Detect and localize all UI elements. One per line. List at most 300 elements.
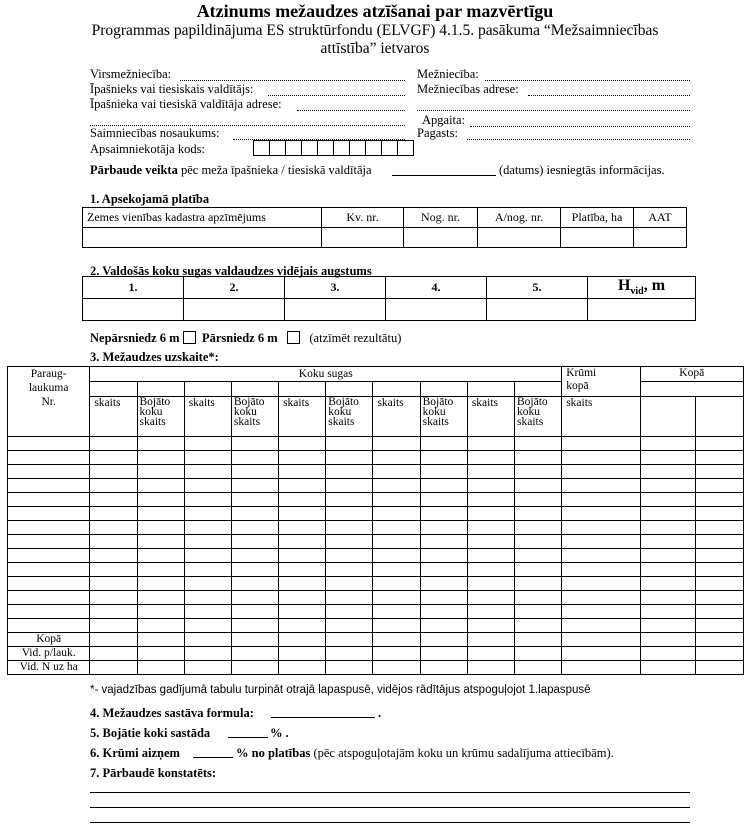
table-cell[interactable] [467, 577, 514, 591]
table-cell[interactable] [279, 507, 326, 521]
table-cell[interactable] [8, 465, 90, 479]
table-cell[interactable] [420, 619, 467, 633]
table-cell[interactable] [634, 228, 687, 248]
table-cell[interactable] [515, 535, 562, 549]
table-cell[interactable] [279, 451, 326, 465]
table-cell[interactable] [373, 577, 420, 591]
table-cell[interactable] [562, 577, 640, 591]
table-cell[interactable] [90, 507, 137, 521]
table-cell[interactable] [184, 563, 231, 577]
section-3-title: 3. Mežaudzes uzskaite*: [90, 350, 219, 364]
table-cell[interactable] [515, 577, 562, 591]
table-cell[interactable] [137, 451, 184, 465]
table-cell[interactable] [90, 661, 137, 675]
table-cell[interactable] [420, 563, 467, 577]
table-cell[interactable] [137, 647, 184, 661]
table-cell[interactable] [373, 661, 420, 675]
table-cell[interactable] [562, 591, 640, 605]
table-cell[interactable] [231, 535, 278, 549]
table-cell[interactable] [90, 633, 137, 647]
table-cell[interactable] [420, 577, 467, 591]
table-cell[interactable] [231, 605, 278, 619]
table-cell[interactable] [8, 521, 90, 535]
table-cell[interactable] [90, 535, 137, 549]
table-cell[interactable] [467, 479, 514, 493]
table-cell[interactable] [467, 493, 514, 507]
code-box[interactable] [349, 140, 366, 156]
table-cell[interactable] [420, 661, 467, 675]
table-cell[interactable] [588, 299, 696, 321]
table-cell[interactable] [326, 661, 373, 675]
footer-row-label: Vid. N uz ha [8, 661, 90, 675]
table-cell[interactable] [640, 577, 695, 591]
table-cell[interactable] [373, 605, 420, 619]
table-cell[interactable] [326, 647, 373, 661]
table-cell[interactable] [515, 521, 562, 535]
table-cell[interactable] [184, 465, 231, 479]
height-check-note: (atzīmēt rezultātu) [309, 331, 402, 345]
table-cell[interactable] [386, 299, 487, 321]
table-cell[interactable] [515, 507, 562, 521]
table-cell[interactable] [231, 647, 278, 661]
table-cell[interactable] [184, 479, 231, 493]
table-cell[interactable] [90, 479, 137, 493]
table-cell[interactable] [137, 619, 184, 633]
table-cell[interactable] [279, 493, 326, 507]
table-cell[interactable] [279, 563, 326, 577]
table-cell[interactable] [640, 451, 695, 465]
table-cell[interactable] [640, 605, 695, 619]
table-cell[interactable] [326, 507, 373, 521]
table-cell[interactable] [467, 437, 514, 451]
table-cell[interactable] [640, 563, 695, 577]
table-cell[interactable] [279, 535, 326, 549]
table-cell[interactable] [137, 591, 184, 605]
table-cell[interactable] [467, 563, 514, 577]
table-cell[interactable] [515, 493, 562, 507]
table-cell[interactable] [137, 437, 184, 451]
table-cell[interactable] [90, 591, 137, 605]
table-cell[interactable] [184, 437, 231, 451]
code-box[interactable] [397, 140, 414, 156]
table-cell[interactable] [231, 507, 278, 521]
table-cell[interactable] [373, 507, 420, 521]
table-cell[interactable] [420, 451, 467, 465]
col-anog-nr: A/nog. nr. [478, 208, 561, 228]
table-cell[interactable] [695, 535, 743, 549]
count-header: skaits [373, 397, 420, 437]
table-cell[interactable] [184, 591, 231, 605]
table-cell[interactable] [184, 647, 231, 661]
table-cell[interactable] [326, 451, 373, 465]
table-cell[interactable] [640, 507, 695, 521]
label-virsmezniecība: Virsmežniecība: [90, 67, 172, 81]
mezniecibas-adrese-field-2[interactable] [417, 99, 690, 111]
table-cell[interactable] [279, 437, 326, 451]
table-cell[interactable] [231, 633, 278, 647]
table-cell[interactable] [8, 437, 90, 451]
table-cell[interactable] [137, 633, 184, 647]
table-cell[interactable] [184, 619, 231, 633]
code-box[interactable] [301, 140, 318, 156]
table-cell[interactable] [137, 521, 184, 535]
table-cell[interactable] [695, 591, 743, 605]
table-cell[interactable] [8, 479, 90, 493]
pagasts-field[interactable] [467, 128, 690, 140]
table-cell[interactable] [231, 591, 278, 605]
table-cell[interactable] [515, 479, 562, 493]
table-cell[interactable] [326, 591, 373, 605]
table-cell[interactable] [231, 563, 278, 577]
table-cell[interactable] [695, 563, 743, 577]
table-cell[interactable] [373, 535, 420, 549]
table-cell[interactable] [695, 647, 743, 661]
table-cell[interactable] [561, 228, 634, 248]
code-box[interactable] [381, 140, 398, 156]
table-cell[interactable] [515, 661, 562, 675]
table-cell[interactable] [231, 661, 278, 675]
table-cell[interactable] [515, 437, 562, 451]
table-cell[interactable] [515, 591, 562, 605]
table-cell[interactable] [326, 633, 373, 647]
table-cell[interactable] [279, 521, 326, 535]
table-cell[interactable] [562, 619, 640, 633]
table-cell[interactable] [184, 299, 285, 321]
table-cell[interactable] [515, 633, 562, 647]
table-cell[interactable] [467, 451, 514, 465]
ipasnieka-adrese-field[interactable] [297, 99, 405, 111]
ipasnieks-field[interactable] [268, 84, 405, 96]
table-cell[interactable] [562, 521, 640, 535]
table-cell[interactable] [8, 563, 90, 577]
table-cell[interactable] [8, 549, 90, 563]
table-cell[interactable] [373, 633, 420, 647]
table-cell[interactable] [326, 535, 373, 549]
table-cell[interactable] [90, 647, 137, 661]
table-cell[interactable] [326, 549, 373, 563]
table-cell[interactable] [231, 493, 278, 507]
table-cell[interactable] [373, 493, 420, 507]
table-cell[interactable] [322, 228, 404, 248]
table-cell[interactable] [90, 619, 137, 633]
plot-header: Paraug- laukuma Nr. [8, 367, 90, 437]
code-box[interactable] [285, 140, 302, 156]
pars-checkbox[interactable] [287, 331, 300, 344]
stand-table [7, 366, 744, 675]
table-cell[interactable] [640, 549, 695, 563]
table-cell[interactable] [184, 577, 231, 591]
height-col-4: 4. [386, 277, 487, 299]
mezniecibas-adrese-field[interactable] [528, 84, 690, 96]
damaged-field[interactable] [228, 737, 268, 738]
table-cell[interactable] [640, 437, 695, 451]
table-cell[interactable] [90, 437, 137, 451]
table-cell[interactable] [184, 493, 231, 507]
table-cell[interactable] [231, 521, 278, 535]
table-cell[interactable] [640, 493, 695, 507]
shrubs-field[interactable] [193, 757, 233, 758]
table-cell[interactable] [562, 549, 640, 563]
table-cell[interactable] [562, 493, 640, 507]
table-cell[interactable] [420, 591, 467, 605]
table-cell[interactable] [231, 437, 278, 451]
table-cell[interactable] [515, 619, 562, 633]
subtitle-line-2: attīstība” ietvaros [320, 40, 430, 57]
table-cell[interactable] [695, 549, 743, 563]
table-cell[interactable] [695, 633, 743, 647]
table-cell[interactable] [137, 563, 184, 577]
table-cell[interactable] [231, 451, 278, 465]
table-cell[interactable] [184, 661, 231, 675]
table-cell[interactable] [279, 465, 326, 479]
date-field[interactable] [392, 175, 496, 176]
table-cell[interactable] [184, 605, 231, 619]
table-cell[interactable] [326, 479, 373, 493]
table-cell[interactable] [279, 591, 326, 605]
item-6-rest-text: (pēc atspoguļotajām koku un krūmu sadalījuma attiecībām). [310, 746, 614, 760]
table-cell[interactable] [467, 661, 514, 675]
ipasnieka-adrese-field-2[interactable] [90, 114, 405, 126]
table-cell[interactable] [562, 647, 640, 661]
table-cell[interactable] [515, 605, 562, 619]
table-cell[interactable] [90, 577, 137, 591]
table-cell[interactable] [8, 493, 90, 507]
table-cell[interactable] [231, 549, 278, 563]
table-cell[interactable] [184, 535, 231, 549]
table-cell[interactable] [420, 437, 467, 451]
mezniecība-field[interactable] [485, 69, 690, 81]
table-cell[interactable] [420, 647, 467, 661]
table-cell[interactable] [285, 299, 386, 321]
table-cell[interactable] [640, 591, 695, 605]
table-cell[interactable] [8, 605, 90, 619]
table-cell[interactable] [515, 451, 562, 465]
table-cell[interactable] [467, 521, 514, 535]
table-cell[interactable] [467, 465, 514, 479]
table-cell[interactable] [326, 563, 373, 577]
table-cell[interactable] [231, 479, 278, 493]
findings-line[interactable] [90, 822, 690, 823]
table-cell[interactable] [231, 465, 278, 479]
table-cell[interactable] [137, 479, 184, 493]
table-cell[interactable] [420, 493, 467, 507]
table-cell[interactable] [420, 507, 467, 521]
item-6-rest [236, 746, 614, 761]
table-cell[interactable] [640, 661, 695, 675]
table-cell[interactable] [137, 549, 184, 563]
table-cell[interactable] [420, 521, 467, 535]
table-cell[interactable] [695, 605, 743, 619]
table-cell[interactable] [695, 577, 743, 591]
table-cell[interactable] [640, 479, 695, 493]
table-cell[interactable] [8, 577, 90, 591]
table-cell[interactable] [90, 549, 137, 563]
table-cell[interactable] [90, 563, 137, 577]
apgaita-field[interactable] [470, 115, 690, 127]
table-cell[interactable] [695, 451, 743, 465]
nepars-checkbox[interactable] [183, 331, 196, 344]
table-cell[interactable] [467, 647, 514, 661]
table-cell[interactable] [373, 521, 420, 535]
table-cell[interactable] [562, 479, 640, 493]
table-cell[interactable] [467, 633, 514, 647]
table-cell[interactable] [373, 647, 420, 661]
table-cell[interactable] [515, 549, 562, 563]
table-cell[interactable] [90, 493, 137, 507]
table-cell[interactable] [90, 451, 137, 465]
table-cell[interactable] [373, 563, 420, 577]
table-cell[interactable] [137, 493, 184, 507]
table-cell[interactable] [326, 437, 373, 451]
formula-field[interactable] [271, 717, 375, 718]
table-cell[interactable] [695, 619, 743, 633]
saimniecibas-nosaukums-field[interactable] [233, 128, 405, 140]
table-cell[interactable] [640, 535, 695, 549]
item-5-end: % . [270, 726, 289, 740]
table-cell[interactable] [373, 549, 420, 563]
table-cell[interactable] [90, 521, 137, 535]
table-cell[interactable] [695, 493, 743, 507]
table-cell[interactable] [279, 577, 326, 591]
table-cell[interactable] [90, 465, 137, 479]
table-cell[interactable] [326, 605, 373, 619]
label-mezniecibas-adrese: Mežniecības adrese: [417, 82, 519, 96]
table-cell[interactable] [373, 591, 420, 605]
table-cell[interactable] [373, 437, 420, 451]
table-cell[interactable] [279, 633, 326, 647]
table-cell[interactable] [562, 605, 640, 619]
table-cell[interactable] [279, 479, 326, 493]
table-cell[interactable] [373, 619, 420, 633]
table-cell[interactable] [420, 633, 467, 647]
table-cell[interactable] [487, 299, 588, 321]
table-cell[interactable] [640, 647, 695, 661]
table-cell[interactable] [695, 507, 743, 521]
footer-row-label: Kopā [8, 633, 90, 647]
table-cell[interactable] [137, 661, 184, 675]
table-cell[interactable] [184, 451, 231, 465]
table-cell[interactable] [467, 535, 514, 549]
table-cell[interactable] [231, 577, 278, 591]
parbaude-bold: Pārbaude veikta [90, 163, 178, 177]
table-cell[interactable] [562, 633, 640, 647]
table-cell[interactable] [326, 465, 373, 479]
table-cell[interactable] [467, 549, 514, 563]
table-cell[interactable] [231, 619, 278, 633]
table-cell[interactable] [640, 633, 695, 647]
table-cell[interactable] [640, 465, 695, 479]
table-cell[interactable] [695, 437, 743, 451]
table-cell[interactable] [515, 647, 562, 661]
code-box[interactable] [317, 140, 334, 156]
label-apgaita: Apgaita: [422, 113, 466, 127]
table-cell[interactable] [373, 479, 420, 493]
table-cell[interactable] [279, 661, 326, 675]
table-cell[interactable] [90, 605, 137, 619]
table-cell[interactable] [184, 549, 231, 563]
code-box[interactable] [365, 140, 382, 156]
height-col-1: 1. [83, 277, 184, 299]
table-cell[interactable] [8, 619, 90, 633]
height-col-5: 5. [487, 277, 588, 299]
table-cell[interactable] [279, 605, 326, 619]
hvid-main: H [617, 277, 631, 295]
table-cell[interactable] [562, 507, 640, 521]
table-cell[interactable] [184, 521, 231, 535]
table-cell[interactable] [640, 619, 695, 633]
table-cell[interactable] [467, 507, 514, 521]
table-cell[interactable] [326, 619, 373, 633]
table-cell[interactable] [8, 591, 90, 605]
table-cell[interactable] [8, 535, 90, 549]
table-cell[interactable] [695, 521, 743, 535]
table-cell[interactable] [279, 647, 326, 661]
table-cell[interactable] [326, 521, 373, 535]
table-cell[interactable] [8, 507, 90, 521]
table-cell[interactable] [373, 465, 420, 479]
table-cell[interactable] [562, 451, 640, 465]
table-cell[interactable] [695, 465, 743, 479]
table-cell[interactable] [326, 577, 373, 591]
table-cell[interactable] [420, 535, 467, 549]
height-check [90, 331, 401, 346]
table-cell[interactable] [515, 563, 562, 577]
virsmezniecība-field[interactable] [180, 69, 405, 81]
table-cell[interactable] [420, 465, 467, 479]
table-cell[interactable] [562, 437, 640, 451]
table-cell[interactable] [279, 549, 326, 563]
table-cell[interactable] [562, 465, 640, 479]
table-cell[interactable] [467, 605, 514, 619]
table-cell[interactable] [137, 465, 184, 479]
damaged-header: Bojāto koku skaits [326, 397, 373, 437]
table-cell[interactable] [562, 535, 640, 549]
table-cell[interactable] [137, 535, 184, 549]
code-box[interactable] [333, 140, 350, 156]
table-cell[interactable] [478, 228, 561, 248]
table-cell[interactable] [373, 451, 420, 465]
table-cell[interactable] [695, 661, 743, 675]
table-cell[interactable] [404, 228, 478, 248]
table-cell[interactable] [8, 451, 90, 465]
table-cell[interactable] [420, 549, 467, 563]
table-cell[interactable] [515, 465, 562, 479]
table-cell[interactable] [695, 479, 743, 493]
table-cell[interactable] [562, 563, 640, 577]
table-cell[interactable] [83, 228, 322, 248]
table-cell[interactable] [184, 633, 231, 647]
table-cell[interactable] [137, 577, 184, 591]
findings-line[interactable] [90, 807, 690, 808]
table-cell[interactable] [420, 479, 467, 493]
table-cell[interactable] [467, 591, 514, 605]
table-cell[interactable] [467, 619, 514, 633]
height-col-2: 2. [184, 277, 285, 299]
damaged-header: Bojāto koku skaits [515, 397, 562, 437]
table-cell[interactable] [137, 605, 184, 619]
table-cell[interactable] [640, 521, 695, 535]
table-cell[interactable] [83, 299, 184, 321]
table-cell[interactable] [279, 619, 326, 633]
table-cell[interactable] [137, 507, 184, 521]
table-cell[interactable] [184, 507, 231, 521]
findings-line[interactable] [90, 792, 690, 793]
code-box[interactable] [253, 140, 270, 156]
table-cell[interactable] [326, 493, 373, 507]
table-cell[interactable] [420, 605, 467, 619]
table-cell[interactable] [562, 661, 640, 675]
code-box[interactable] [269, 140, 286, 156]
